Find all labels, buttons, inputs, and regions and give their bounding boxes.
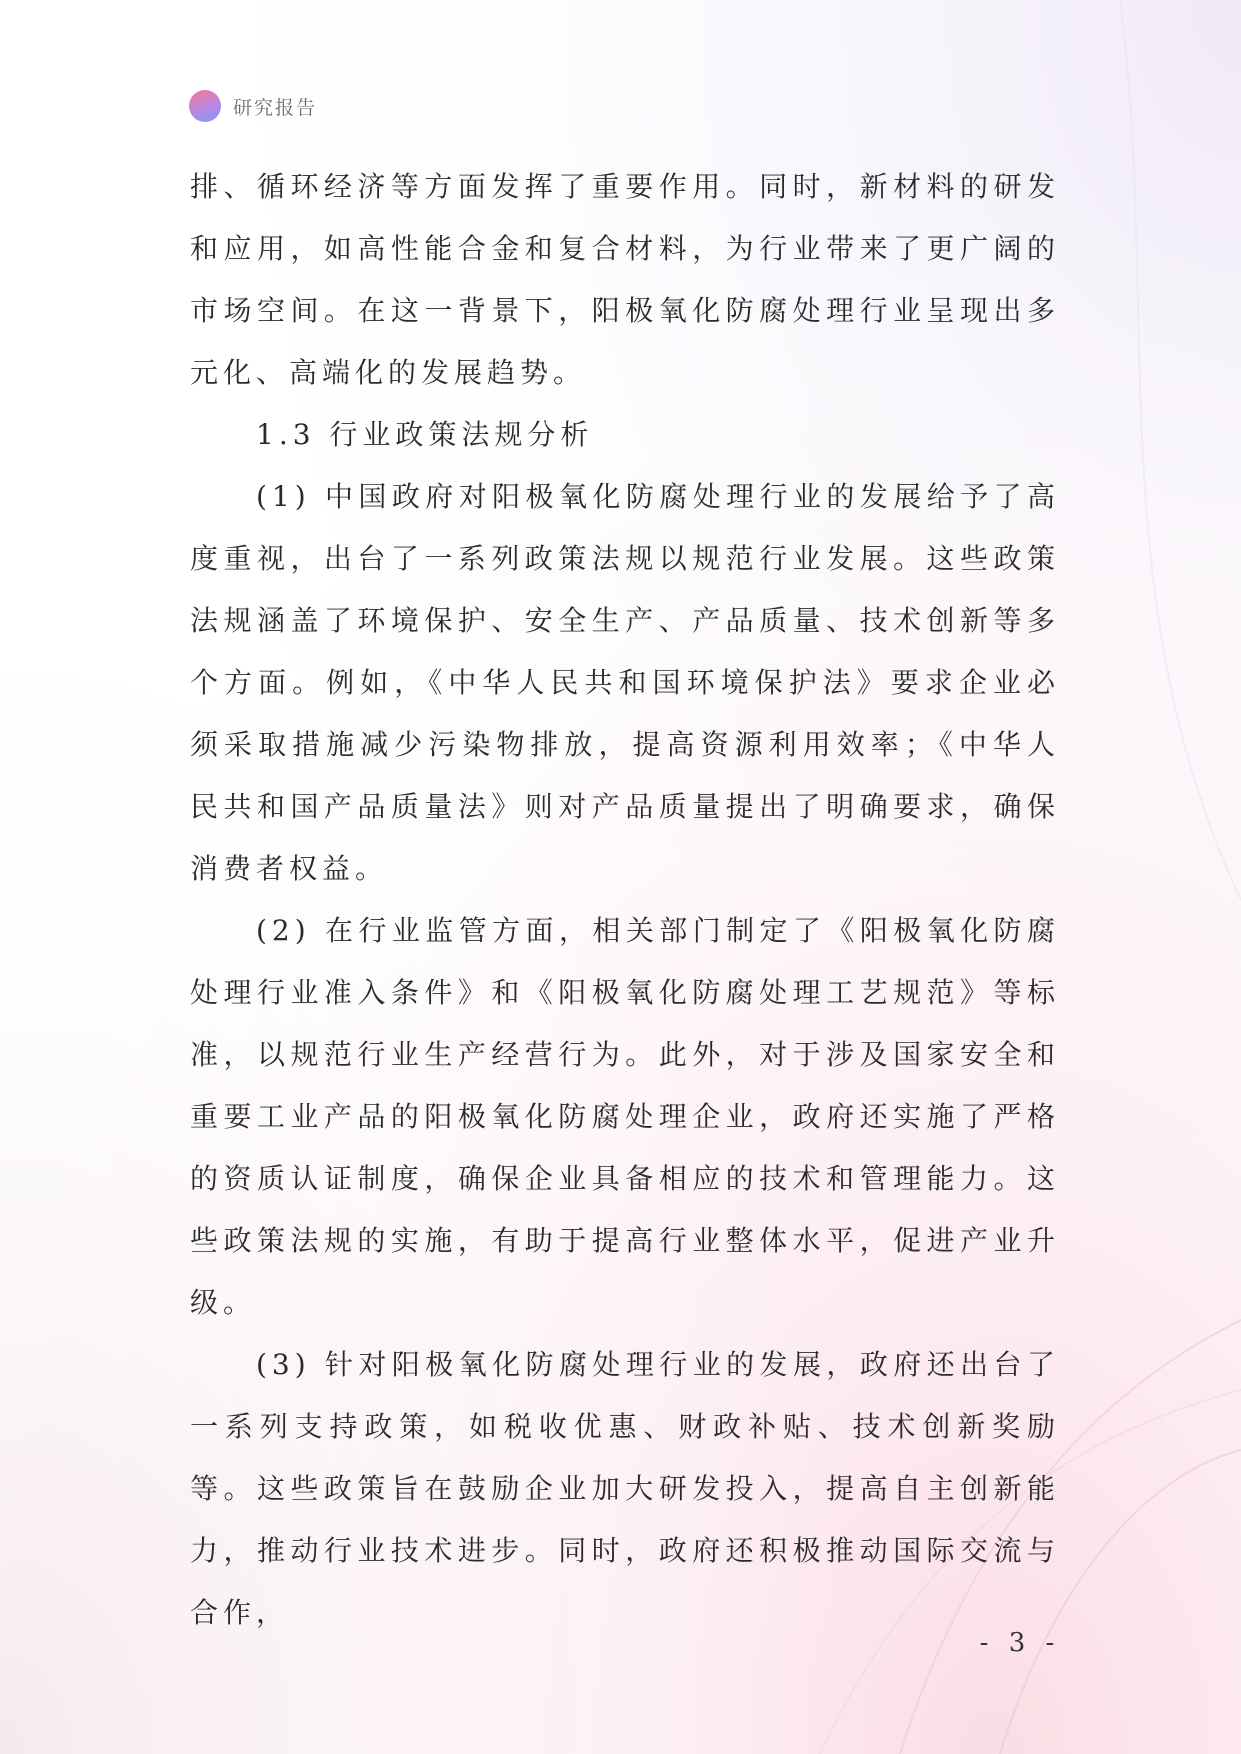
report-logo-icon	[189, 90, 221, 122]
page-number: - 3 -	[979, 1628, 1061, 1658]
report-header	[189, 89, 317, 123]
report-header-title: 研究报告	[233, 96, 318, 119]
paragraph-policy-2: (2) 在行业监管方面，相关部门制定了《阳极氧化防腐处理行业准入条件》和《阳极氧化防腐处理工艺规范》等标准，以规范行业生产经营行为。此外，对于涉及国家安全和重要工业产品的阳极氧化防腐处理企业，政府还实施了严格的资质认证制度，确保企业具备相应的技术和管理能力。这些政策法规的实施，有助于提高行业整体水平，促进产业升级。	[190, 914, 1060, 1319]
paragraph-policy-3: (3) 针对阳极氧化防腐处理行业的发展，政府还出台了一系列支持政策，如税收优惠、财政补贴、技术创新奖励等。这些政策旨在鼓励企业加大研发投入，提高自主创新能力，推动行业技术进步。同时，政府还积极推动国际交流与合作，	[190, 1348, 1060, 1629]
section-heading: 1.3 行业政策法规分析	[256, 418, 594, 451]
document-body	[190, 156, 1060, 1644]
paragraph-policy-1: (1) 中国政府对阳极氧化防腐处理行业的发展给予了高度重视，出台了一系列政策法规以规范行业发展。这些政策法规涵盖了环境保护、安全生产、产品质量、技术创新等多个方面。例如，《中华人民共和国环境保护法》要求企业必须采取措施减少污染物排放，提高资源利用效率；《中华人民共和国产品质量法》则对产品质量提出了明确要求，确保消费者权益。	[190, 480, 1060, 885]
paragraph-continued: 排、循环经济等方面发挥了重要作用。同时，新材料的研发和应用，如高性能合金和复合材料，为行业带来了更广阔的市场空间。在这一背景下，阳极氧化防腐处理行业呈现出多元化、高端化的发展趋势。	[190, 170, 1060, 389]
